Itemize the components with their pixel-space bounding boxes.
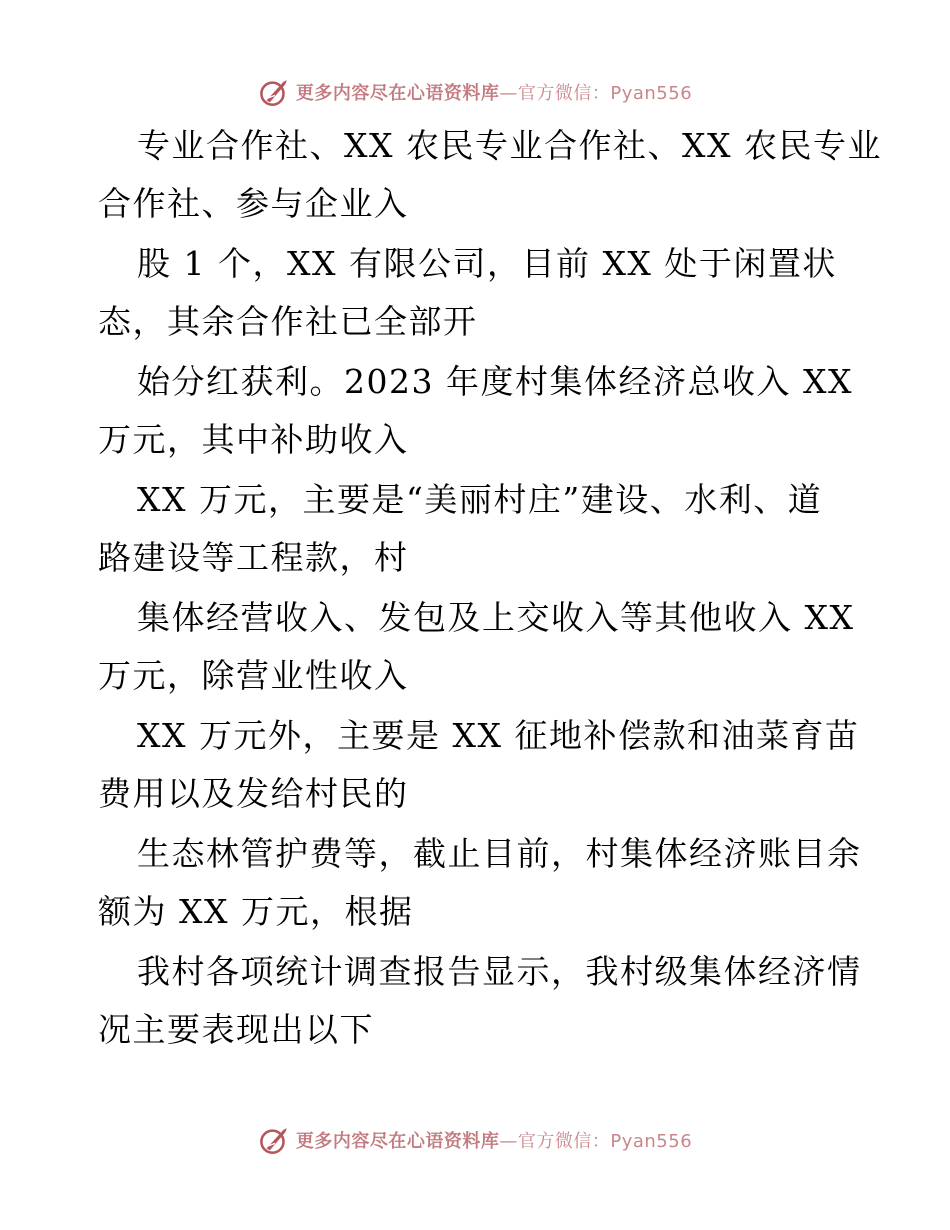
header-banner [0, 72, 950, 112]
banner-main-text: 更多内容尽在心语资料库 [295, 1131, 500, 1152]
body-line: 万元，其中补助收入 [98, 420, 409, 459]
quill-logo-icon [258, 75, 292, 109]
body-line: XX 万元，主要是“美丽村庄”建设、水利、道 [137, 480, 823, 519]
footer-banner [0, 1120, 950, 1160]
quill-logo-icon [258, 1123, 292, 1157]
body-line: 额为 XX 万元，根据 [98, 892, 414, 931]
banner-main-text: 更多内容尽在心语资料库 [295, 83, 500, 104]
body-line: 生态林管护费等，截止目前，村集体经济账目余 [137, 834, 862, 873]
body-line: 专业合作社、XX 农民专业合作社、XX 农民专业 [137, 126, 882, 165]
body-line: 态，其余合作社已全部开 [98, 302, 478, 341]
body-line: 始分红获利。2023 年度村集体经济总收入 XX [137, 362, 853, 401]
banner-wechat-text: 官方微信：Pyan556 [517, 83, 693, 104]
body-line: 况主要表现出以下 [98, 1010, 374, 1049]
banner-separator: — [499, 1131, 518, 1152]
body-line: 路建设等工程款，村 [98, 538, 409, 577]
body-line: 费用以及发给村民的 [98, 774, 409, 813]
body-line: XX 万元外，主要是 XX 征地补偿款和油菜育苗 [137, 716, 860, 755]
banner-wechat-text: 官方微信：Pyan556 [517, 1131, 693, 1152]
body-line: 合作社、参与企业入 [98, 184, 409, 223]
body-line: 万元，除营业性收入 [98, 656, 409, 695]
banner-text [296, 1127, 692, 1153]
banner-text [296, 79, 692, 105]
body-line: 股 1 个，XX 有限公司，目前 XX 处于闲置状 [137, 244, 837, 283]
body-line: 集体经营收入、发包及上交收入等其他收入 XX [137, 598, 855, 637]
banner-separator: — [499, 83, 518, 104]
body-line: 我村各项统计调查报告显示，我村级集体经济情 [137, 952, 862, 991]
